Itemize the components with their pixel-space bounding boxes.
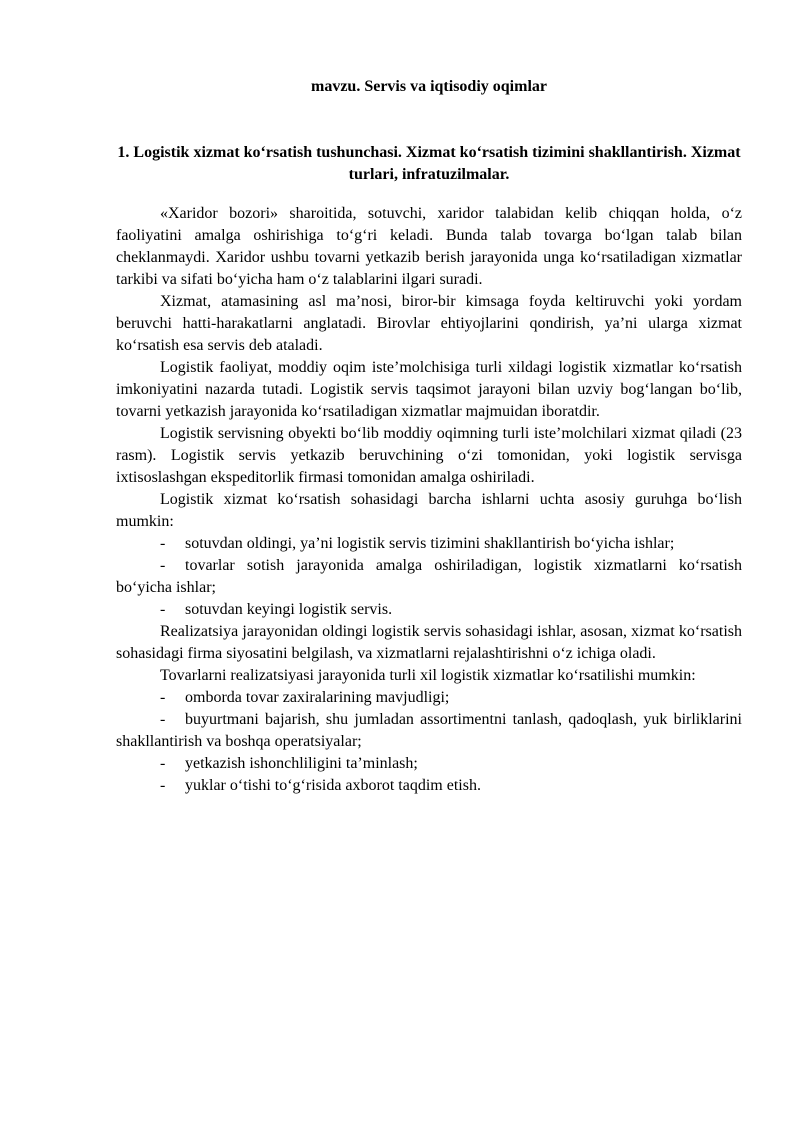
list-item bbox=[116, 533, 742, 555]
paragraph: Logistik faoliyat, moddiy oqim iste’molchisiga turli xildagi logistik xizmatlar koʻrsatish imkoniyatini nazarda tutadi. Logistik servis taqsimot jarayoni bilan uzviy bogʻlangan boʻlib, tovarni yetkazish jarayonida koʻrsatiladigan xizmatlar majmuidan iboratdir. bbox=[116, 359, 742, 420]
list-item bbox=[116, 709, 742, 753]
list-item-text: yetkazish ishonchliligini ta’minlash; bbox=[185, 755, 418, 772]
list-item-text: sotuvdan oldingi, ya’ni logistik servis tizimini shakllantirish boʻyicha ishlar; bbox=[185, 535, 675, 552]
list-item bbox=[116, 753, 742, 775]
list-item bbox=[116, 599, 742, 621]
document-page bbox=[116, 76, 742, 797]
list-item bbox=[116, 687, 742, 709]
paragraph: Tovarlarni realizatsiyasi jarayonida turli xil logistik xizmatlar koʻrsatilishi mumkin: bbox=[160, 667, 696, 684]
section-heading: 1. Logistik xizmat koʻrsatish tushunchasi. Xizmat koʻrsatish tizimini shakllantirish. Xizmat turlari, infratuzilmalar. bbox=[117, 144, 741, 183]
list-dash: - bbox=[160, 711, 166, 728]
list-dash: - bbox=[160, 777, 166, 794]
list-dash: - bbox=[160, 689, 166, 706]
list-dash: - bbox=[160, 557, 166, 574]
paragraph: Logistik servisning obyekti boʻlib moddiy oqimning turli iste’molchilari xizmat qiladi (23 rasm). Logistik servis yetkazib beruvchining oʻzi tomonidan, yoki logistik servisga ixtisoslashgan ekspeditorlik firmasi tomonidan amalga oshiriladi. bbox=[116, 425, 742, 486]
list-item bbox=[116, 555, 742, 599]
list-item-text: sotuvdan keyingi logistik servis. bbox=[185, 601, 393, 618]
list-item-text: yuklar oʻtishi toʻgʻrisida axborot taqdim etish. bbox=[185, 777, 481, 794]
paragraph: Xizmat, atamasining asl ma’nosi, biror-bir kimsaga foyda keltiruvchi yoki yordam beruvchi hatti-harakatlarni anglatadi. Birovlar ehtiyojlarini qondirish, ya’ni ularga xizmat koʻrsatish esa servis deb ataladi. bbox=[116, 293, 742, 354]
paragraph: «Xaridor bozori» sharoitida, sotuvchi, xaridor talabidan kelib chiqqan holda, oʻz faoliyatini amalga oshirishiga toʻgʻri keladi. Bunda talab tovarga boʻlgan talab bilan cheklanmaydi. Xaridor ushbu tovarni yetkazib berish jarayonida unga koʻrsatiladigan xizmatlar tarkibi va sifati boʻyicha ham oʻz talablarini ilgari suradi. bbox=[116, 205, 742, 288]
list-dash: - bbox=[160, 535, 166, 552]
list-item-text: buyurtmani bajarish, shu jumladan assortimentni tanlash, qadoqlash, yuk birliklarini shakllantirish va boshqa operatsiyalar; bbox=[116, 711, 742, 750]
list-dash: - bbox=[160, 755, 166, 772]
list-item bbox=[116, 775, 742, 797]
list-item-text: tovarlar sotish jarayonida amalga oshiriladigan, logistik xizmatlarni koʻrsatish boʻyicha ishlar; bbox=[116, 557, 742, 596]
paragraph: Logistik xizmat koʻrsatish sohasidagi barcha ishlarni uchta asosiy guruhga boʻlish mumkin: bbox=[116, 491, 742, 530]
list-item-text: omborda tovar zaxiralarining mavjudligi; bbox=[185, 689, 450, 706]
document-title: mavzu. Servis va iqtisodiy oqimlar bbox=[310, 78, 547, 95]
paragraph: Realizatsiya jarayonidan oldingi logistik servis sohasidagi ishlar, asosan, xizmat koʻrsatish sohasidagi firma siyosatini belgilash, va xizmatlarni rejalashtirishni oʻz ichiga oladi. bbox=[116, 623, 742, 662]
list-dash: - bbox=[160, 601, 166, 618]
